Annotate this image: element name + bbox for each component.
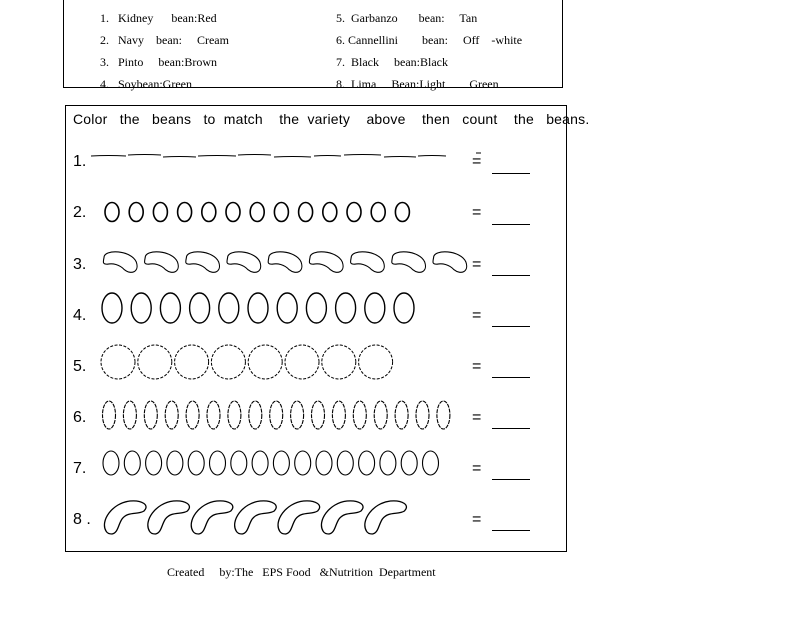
- legend-text: Cannellini bean: Off -white: [348, 33, 523, 47]
- bean-outline[interactable]: [273, 451, 289, 475]
- bean-row: [103, 451, 439, 475]
- bean-outline[interactable]: [374, 401, 387, 429]
- bean-outline[interactable]: [238, 155, 271, 156]
- bean-row: [91, 153, 481, 157]
- bean-outline[interactable]: [102, 293, 122, 323]
- bean-outline[interactable]: [395, 203, 409, 222]
- bean-outline[interactable]: [322, 345, 356, 379]
- bean-outline[interactable]: [401, 451, 417, 475]
- legend-number: 3.: [100, 55, 109, 69]
- equals-sign: =: [472, 307, 482, 324]
- bean-outline[interactable]: [395, 401, 408, 429]
- equals-sign: =: [472, 460, 482, 477]
- bean-outline[interactable]: [191, 501, 233, 534]
- bean-outline[interactable]: [332, 401, 345, 429]
- legend-text: Kidney bean:Red: [118, 11, 217, 25]
- bean-outline[interactable]: [344, 155, 381, 156]
- bean-outline[interactable]: [190, 293, 210, 323]
- bean-outline[interactable]: [129, 203, 143, 222]
- bean-outline[interactable]: [306, 293, 326, 323]
- bean-outline[interactable]: [384, 157, 416, 158]
- bean-outline[interactable]: [123, 401, 136, 429]
- bean-outline[interactable]: [278, 501, 320, 534]
- legend-text: Soybean:Green: [118, 77, 192, 91]
- legend-number: 6.: [336, 33, 345, 47]
- bean-outline[interactable]: [227, 252, 261, 273]
- row-number: 3.: [73, 256, 87, 273]
- bean-outline[interactable]: [291, 401, 304, 429]
- bean-outline[interactable]: [104, 501, 146, 534]
- bean-outline[interactable]: [433, 252, 467, 273]
- bean-outline[interactable]: [163, 157, 196, 158]
- bean-outline[interactable]: [437, 401, 450, 429]
- bean-outline[interactable]: [131, 293, 151, 323]
- bean-outline[interactable]: [186, 401, 199, 429]
- row-number: 5.: [73, 358, 87, 375]
- bean-outline[interactable]: [248, 345, 282, 379]
- bean-outline[interactable]: [250, 203, 264, 222]
- equals-sign: =: [472, 511, 482, 528]
- bean-outline[interactable]: [365, 501, 407, 534]
- bean-outline[interactable]: [210, 451, 226, 475]
- bean-outline[interactable]: [312, 401, 325, 429]
- bean-outline[interactable]: [160, 293, 180, 323]
- legend-item: [88, 62, 192, 107]
- legend-number: 1.: [100, 11, 109, 25]
- row-number: 7.: [73, 460, 87, 477]
- equals-sign: =: [472, 358, 482, 375]
- legend-item: [324, 62, 499, 107]
- bean-outline[interactable]: [249, 401, 262, 429]
- bean-outline[interactable]: [323, 203, 337, 222]
- bean-outline[interactable]: [146, 451, 162, 475]
- bean-outline[interactable]: [299, 203, 313, 222]
- bean-outline[interactable]: [198, 156, 236, 157]
- bean-outline[interactable]: [235, 501, 277, 534]
- bean-outline[interactable]: [359, 345, 393, 379]
- legend-number: 2.: [100, 33, 109, 47]
- bean-outline[interactable]: [153, 203, 167, 222]
- bean-outline[interactable]: [336, 293, 356, 323]
- bean-outline[interactable]: [252, 451, 268, 475]
- bean-outline[interactable]: [394, 293, 414, 323]
- bean-outline[interactable]: [148, 501, 190, 534]
- bean-outline[interactable]: [207, 401, 220, 429]
- bean-outline[interactable]: [105, 203, 119, 222]
- bean-row: [103, 401, 450, 429]
- legend-number: 5.: [336, 11, 345, 25]
- row-number: 6.: [73, 409, 87, 426]
- bean-outline[interactable]: [103, 451, 119, 475]
- bean-outline[interactable]: [101, 345, 135, 379]
- legend-text: Navy bean: Cream: [118, 33, 229, 47]
- row-number: 8 .: [73, 511, 91, 528]
- bean-outline[interactable]: [392, 252, 426, 273]
- bean-outline[interactable]: [316, 451, 332, 475]
- legend-text: Pinto bean:Brown: [118, 55, 217, 69]
- equals-sign: =: [472, 409, 482, 426]
- legend-number: 8.: [336, 77, 345, 91]
- bean-outline[interactable]: [124, 451, 140, 475]
- worksheet-instructions: Color the beans to match the variety above then count the beans.: [73, 111, 590, 127]
- bean-row: [102, 293, 414, 323]
- bean-outline[interactable]: [178, 203, 192, 222]
- bean-outline[interactable]: [337, 451, 353, 475]
- bean-row: [105, 203, 409, 222]
- legend-text: Lima Bean:Light Green: [351, 77, 499, 91]
- legend-text: Garbanzo bean: Tan: [351, 11, 478, 25]
- legend-number: 4.: [100, 77, 109, 91]
- bean-outline[interactable]: [314, 156, 341, 157]
- coloring-worksheet-box: [65, 105, 590, 552]
- bean-outline[interactable]: [226, 203, 240, 222]
- bean-outline[interactable]: [365, 293, 385, 323]
- bean-outline[interactable]: [274, 157, 311, 158]
- row-number: 2.: [73, 204, 87, 221]
- bean-row: [101, 345, 393, 379]
- bean-outline[interactable]: [423, 451, 439, 475]
- bean-outline[interactable]: [144, 401, 157, 429]
- bean-outline[interactable]: [128, 155, 161, 156]
- bean-outline[interactable]: [353, 401, 366, 429]
- row-number: 4.: [73, 307, 87, 324]
- bean-row: [104, 501, 406, 534]
- bean-outline[interactable]: [416, 401, 429, 429]
- equals-sign: =: [472, 153, 482, 170]
- bean-outline[interactable]: [165, 401, 178, 429]
- bean-outline[interactable]: [103, 252, 137, 273]
- bean-outline[interactable]: [351, 252, 385, 273]
- bean-outline[interactable]: [211, 345, 245, 379]
- bean-outline[interactable]: [277, 293, 297, 323]
- bean-outline[interactable]: [175, 345, 209, 379]
- bean-outline[interactable]: [295, 451, 311, 475]
- bean-outline[interactable]: [228, 401, 241, 429]
- bean-outline[interactable]: [103, 401, 116, 429]
- bean-outline[interactable]: [418, 156, 446, 157]
- bean-outline[interactable]: [188, 451, 204, 475]
- bean-outline[interactable]: [309, 252, 343, 273]
- bean-outline[interactable]: [347, 203, 361, 222]
- bean-outline[interactable]: [167, 451, 183, 475]
- bean-outline[interactable]: [270, 401, 283, 429]
- equals-sign: =: [472, 256, 482, 273]
- bean-drawings: [66, 106, 566, 551]
- bean-outline[interactable]: [138, 345, 172, 379]
- bean-outline[interactable]: [231, 451, 247, 475]
- legend-number: 7.: [336, 55, 345, 69]
- row-number: 1.: [73, 153, 87, 170]
- bean-outline[interactable]: [285, 345, 319, 379]
- bean-outline[interactable]: [145, 252, 179, 273]
- bean-outline[interactable]: [248, 293, 268, 323]
- bean-row: [103, 252, 466, 273]
- bean-outline[interactable]: [380, 451, 396, 475]
- bean-outline[interactable]: [219, 293, 239, 323]
- legend-text: Black bean:Black: [351, 55, 448, 69]
- bean-outline[interactable]: [274, 203, 288, 222]
- bean-outline[interactable]: [202, 203, 216, 222]
- bean-outline[interactable]: [371, 203, 385, 222]
- bean-outline[interactable]: [321, 501, 363, 534]
- bean-legend-box: [63, 0, 563, 91]
- bean-outline[interactable]: [268, 252, 302, 273]
- bean-outline[interactable]: [91, 156, 126, 157]
- bean-outline[interactable]: [359, 451, 375, 475]
- bean-outline[interactable]: [186, 252, 220, 273]
- equals-sign: =: [472, 204, 482, 221]
- credit-footer: Created by:The EPS Food &Nutrition Department: [167, 565, 436, 579]
